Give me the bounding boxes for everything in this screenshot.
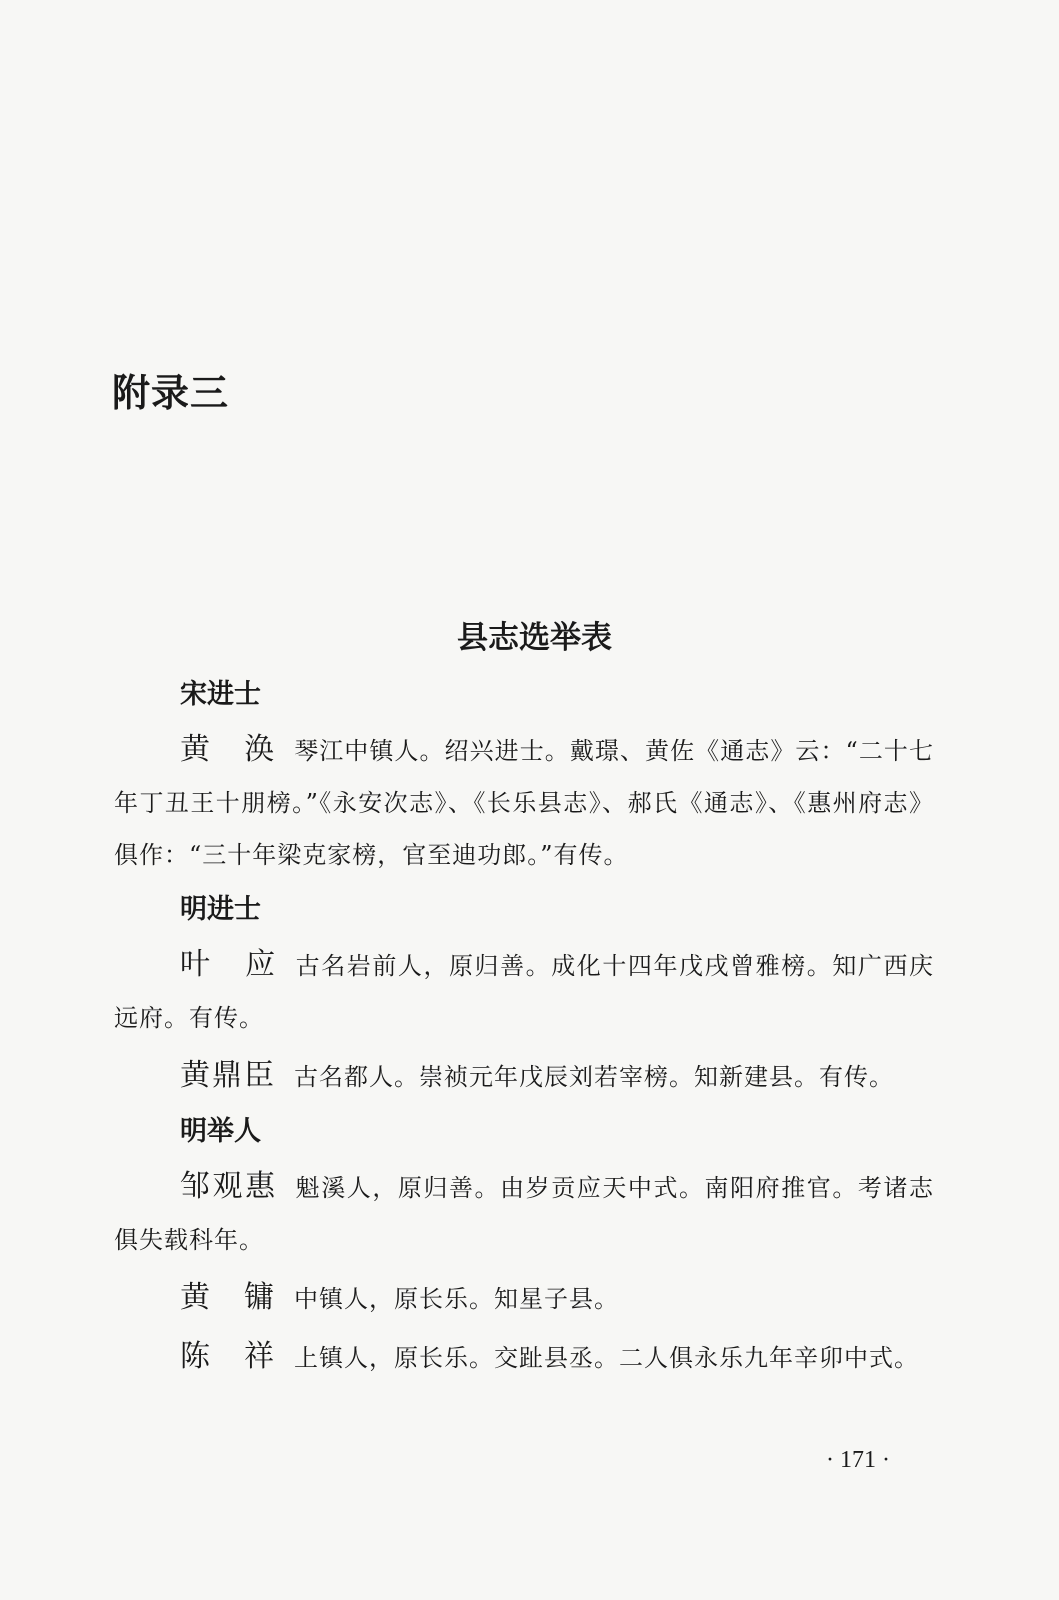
category-heading-ming-jinshi: 明进士 bbox=[180, 894, 261, 925]
page-number: · 171 · bbox=[826, 1447, 890, 1473]
entry-ye-ying bbox=[114, 939, 934, 1044]
entry-huang-huan bbox=[114, 724, 934, 881]
entry-name: 黄 镛 bbox=[180, 1280, 276, 1315]
entry-name: 陈 祥 bbox=[180, 1339, 276, 1374]
entry-name: 黄鼎臣 bbox=[180, 1058, 276, 1093]
appendix-heading: 附录三 bbox=[112, 371, 230, 415]
entry-zou-guanhui bbox=[114, 1161, 934, 1266]
entry-name: 叶 应 bbox=[180, 947, 278, 982]
entry-text: 魁溪人，原归善。由岁贡应天中式。南阳府推官。考诸志俱失载科年。 bbox=[114, 1174, 935, 1254]
entry-name: 邹观惠 bbox=[180, 1169, 278, 1204]
entry-text: 中镇人，原长乐。知星子县。 bbox=[294, 1285, 619, 1313]
entry-chen-xiang bbox=[114, 1331, 934, 1384]
section-title: 县志选举表 bbox=[457, 620, 612, 656]
entry-name: 黄 涣 bbox=[180, 732, 277, 767]
entry-huang-dingchen bbox=[114, 1050, 934, 1103]
entry-huang-yong bbox=[114, 1272, 934, 1325]
entry-text: 古名都人。崇祯元年戊辰刘若宰榜。知新建县。有传。 bbox=[294, 1063, 894, 1091]
page-content bbox=[114, 672, 934, 1390]
entry-text: 琴江中镇人。绍兴进士。戴璟、黄佐《通志》云：“二十七年丁丑王十朋榜。”《永安次志》、《长乐县志》、郝氏《通志》、《惠州府志》俱作：“三十年梁克家榜，官至迪功郎。”有传。 bbox=[114, 737, 934, 869]
category-heading-ming-juren: 明举人 bbox=[180, 1116, 261, 1147]
category-heading-song-jinshi: 宋进士 bbox=[180, 679, 261, 710]
entry-text: 古名岩前人，原归善。成化十四年戊戌曾雅榜。知广西庆远府。有传。 bbox=[114, 952, 935, 1032]
entry-text: 上镇人，原长乐。交趾县丞。二人俱永乐九年辛卯中式。 bbox=[294, 1344, 919, 1372]
